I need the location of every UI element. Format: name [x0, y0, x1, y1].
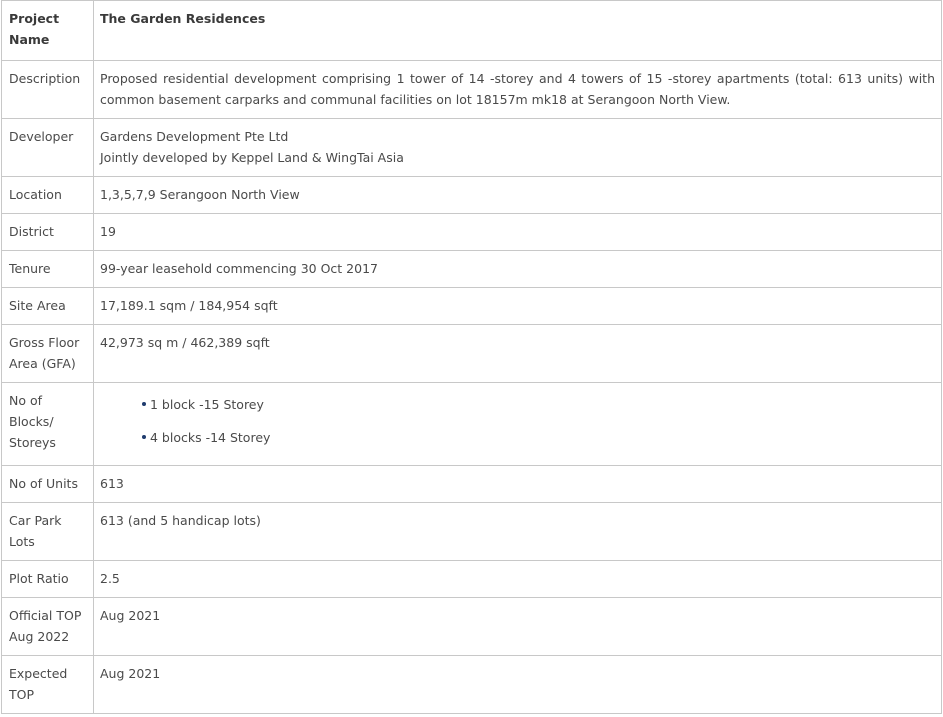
row-label: No of Units	[2, 466, 94, 503]
list-item-text: 1 block -15 Storey	[150, 397, 264, 412]
location-value: 1,3,5,7,9 Serangoon North View	[94, 177, 942, 214]
plot-ratio-value: 2.5	[94, 561, 942, 598]
table-row-plot-ratio	[2, 561, 942, 598]
tenure-value: 99-year leasehold commencing 30 Oct 2017	[94, 251, 942, 288]
table-row-car-park	[2, 503, 942, 561]
row-label: Developer	[2, 119, 94, 177]
table-row-tenure	[2, 251, 942, 288]
row-label: Car Park Lots	[2, 503, 94, 561]
row-label: Official TOP Aug 2022	[2, 598, 94, 656]
table-row-location	[2, 177, 942, 214]
project-name-value: The Garden Residences	[94, 1, 942, 61]
units-value: 613	[94, 466, 942, 503]
blocks-value	[94, 383, 942, 466]
description-value: Proposed residential development comprising 1 tower of 14 -storey and 4 towers of 15 -storey apartments (total: 613 units) with common basement carparks and communal facilities on lot 18157m mk18 at Serangoon North View.	[94, 61, 942, 119]
table-row-project-name	[2, 1, 942, 61]
row-label: Plot Ratio	[2, 561, 94, 598]
table-row-official-top	[2, 598, 942, 656]
row-label: Site Area	[2, 288, 94, 325]
row-label: Project Name	[2, 1, 94, 61]
developer-joint-note: Jointly developed by Keppel Land & WingTai Asia	[100, 150, 404, 165]
official-top-value: Aug 2021	[94, 598, 942, 656]
table-row-developer	[2, 119, 942, 177]
bullet-icon	[142, 435, 146, 439]
gfa-value: 42,973 sq m / 462,389 sqft	[94, 325, 942, 383]
bullet-icon	[142, 402, 146, 406]
developer-value	[94, 119, 942, 177]
row-label: Expected TOP	[2, 656, 94, 714]
project-details-table	[1, 0, 942, 714]
car-park-value: 613 (and 5 handicap lots)	[94, 503, 942, 561]
table-row-units	[2, 466, 942, 503]
row-label: District	[2, 214, 94, 251]
blocks-list	[100, 394, 935, 448]
table-row-expected-top	[2, 656, 942, 714]
table-row-blocks	[2, 383, 942, 466]
row-label: Location	[2, 177, 94, 214]
row-label: Tenure	[2, 251, 94, 288]
table-row-site-area	[2, 288, 942, 325]
site-area-value: 17,189.1 sqm / 184,954 sqft	[94, 288, 942, 325]
row-label: No of Blocks/ Storeys	[2, 383, 94, 466]
developer-name: Gardens Development Pte Ltd	[100, 129, 289, 144]
row-label: Description	[2, 61, 94, 119]
list-item	[142, 427, 935, 448]
expected-top-value: Aug 2021	[94, 656, 942, 714]
table-row-description	[2, 61, 942, 119]
table-row-district	[2, 214, 942, 251]
district-value: 19	[94, 214, 942, 251]
list-item-text: 4 blocks -14 Storey	[150, 430, 271, 445]
list-item	[142, 394, 935, 415]
table-row-gfa	[2, 325, 942, 383]
row-label: Gross Floor Area (GFA)	[2, 325, 94, 383]
